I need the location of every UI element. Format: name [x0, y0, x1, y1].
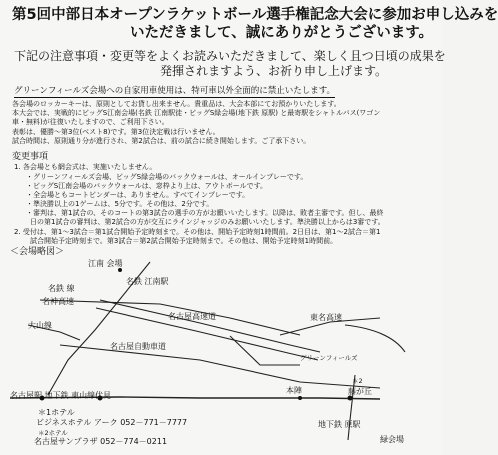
changes-bullet-1: ・グリーンフィールズ会場、ビッグS緑会場のバックウォールは、オールインプレーです。 [26, 173, 308, 181]
nagoya-loop-line [60, 342, 380, 388]
lead-line-2: 発揮されますよう、お祈り申し上げます。 [160, 64, 388, 78]
notice-line-5: 試合時間は、原則通り分が進行され、第2試合は、前の試合に続き開始します。ご了承下さい。 [12, 137, 311, 145]
hotel-2-label: ＊2ホテル [38, 429, 68, 437]
green-fields-label: グリーンフィールズ [300, 354, 358, 362]
meiko-label: 名古屋高速道 [168, 312, 216, 321]
meitetsu-konan-label: 名鉄 江南駅 [126, 277, 169, 286]
nagoya-loop-label: 名古屋自動車道 [110, 342, 166, 351]
interchange-curve [345, 325, 405, 352]
changes-item-2a: 2. 受付は、第1～3試合＝第1試合開始予定時刻まで。その他は、開始予定時刻1時間前。2日目は、第1～2試合＝第1 [14, 228, 381, 236]
hotel-1-name: ビジネスホテル アーク 052－771－7777 [36, 418, 188, 427]
higashiyama-label: 名古屋駅 地下鉄 東山線 [10, 391, 96, 400]
notice-line-2: 本大会では、実戦的にビッグS江南会場(名鉄 江南駅徒・ビッグS緑会場(地下鉄 原駅) と最寄駅をシャトルバス(ワゴン [12, 109, 381, 117]
hotel-1-label: ＊1ホテル [38, 408, 75, 417]
map-heading: ＜会場略図＞ [10, 247, 65, 257]
honjin-label: 本陣 [286, 386, 302, 395]
meishin-label: 名神高速 [42, 297, 74, 306]
konan-station-marker [118, 268, 122, 272]
midori-venue-label: 緑会場 [380, 435, 404, 444]
changes-bullet-2: ・ビッグS江南会場のバックウォールは、窓枠より上は、アウトボールです。 [26, 182, 268, 190]
fujigaoka-station-marker [348, 396, 353, 401]
title-line-2: いただきまして、誠にありがとうございます。 [130, 25, 434, 41]
notice-line-4: 表彰は、優勝～第3位(ベスト8)です。第3位決定戦は行いません。 [12, 128, 220, 136]
fushimi-label: 伏見 [95, 391, 111, 400]
changes-bullet-6: 日の第1試合の審判は、第2試合の方が交互にラインジャッジのみお願いいたします。準決勝以上からは3審です。 [30, 218, 385, 226]
title-line-1: 第5回中部日本オープンラケットボール選手権記念大会に参加お申し込みを [12, 7, 498, 23]
changes-bullet-3: ・全会場ともコートビンダーは、ありません。すべてインプレーです。 [26, 191, 250, 199]
tomei-label: 東名高速 [310, 313, 342, 322]
konan-venue-label: 江南 会場 [88, 259, 123, 268]
meitetsu-line-label: 名鉄 線 [48, 284, 75, 293]
changes-item-2b: 試合開始予定時刻まで。第3試合＝第2試合開始予定時刻まで。その他は、開始予定時刻1時間前。 [30, 237, 338, 245]
notice-line-3: 車・無料)が往復いたしますので、ご利用下さい。 [12, 118, 169, 126]
changes-bullet-4: ・準決勝以上の1ゲームは、5分です。その他は、2分です。 [26, 200, 214, 208]
notice-heading: グリーンフィールズ会場への自家用車使用は、特可車以外全面的に禁止いたします。 [14, 86, 336, 96]
subway-hara-label: 地下鉄 原駅 [318, 420, 361, 429]
changes-heading: 変更事項 [12, 152, 49, 162]
changes-item-1: 1. 各会場とも網会式は、実施いたしません。 [14, 163, 157, 171]
green-fields-access-road [230, 336, 300, 365]
lead-line-1: 下記の注意事項・変更等をよくお読みいただきまして、楽しく且つ日頃の成果を [14, 49, 446, 63]
honjin-station-marker [298, 396, 302, 400]
notice-line-1: 各会場のロッカーキーは、原則としてお貸し出来ません。貴重品は、大会本部にてお預かりいたします。 [12, 100, 341, 108]
oyama-label: 大山線 [28, 321, 52, 330]
hotel-2-name: 名古屋サンプラザ 052－774－0211 [34, 437, 168, 446]
marker-2-label: ＊2 [352, 377, 363, 385]
fujigaoka-label: 藤が丘 [348, 387, 372, 396]
changes-bullet-5: ・審判は、第1試合の、そのコートの第3試合の選手の方がお願いいたします。以降は、敗者主審です。但し、最終 [26, 209, 384, 217]
